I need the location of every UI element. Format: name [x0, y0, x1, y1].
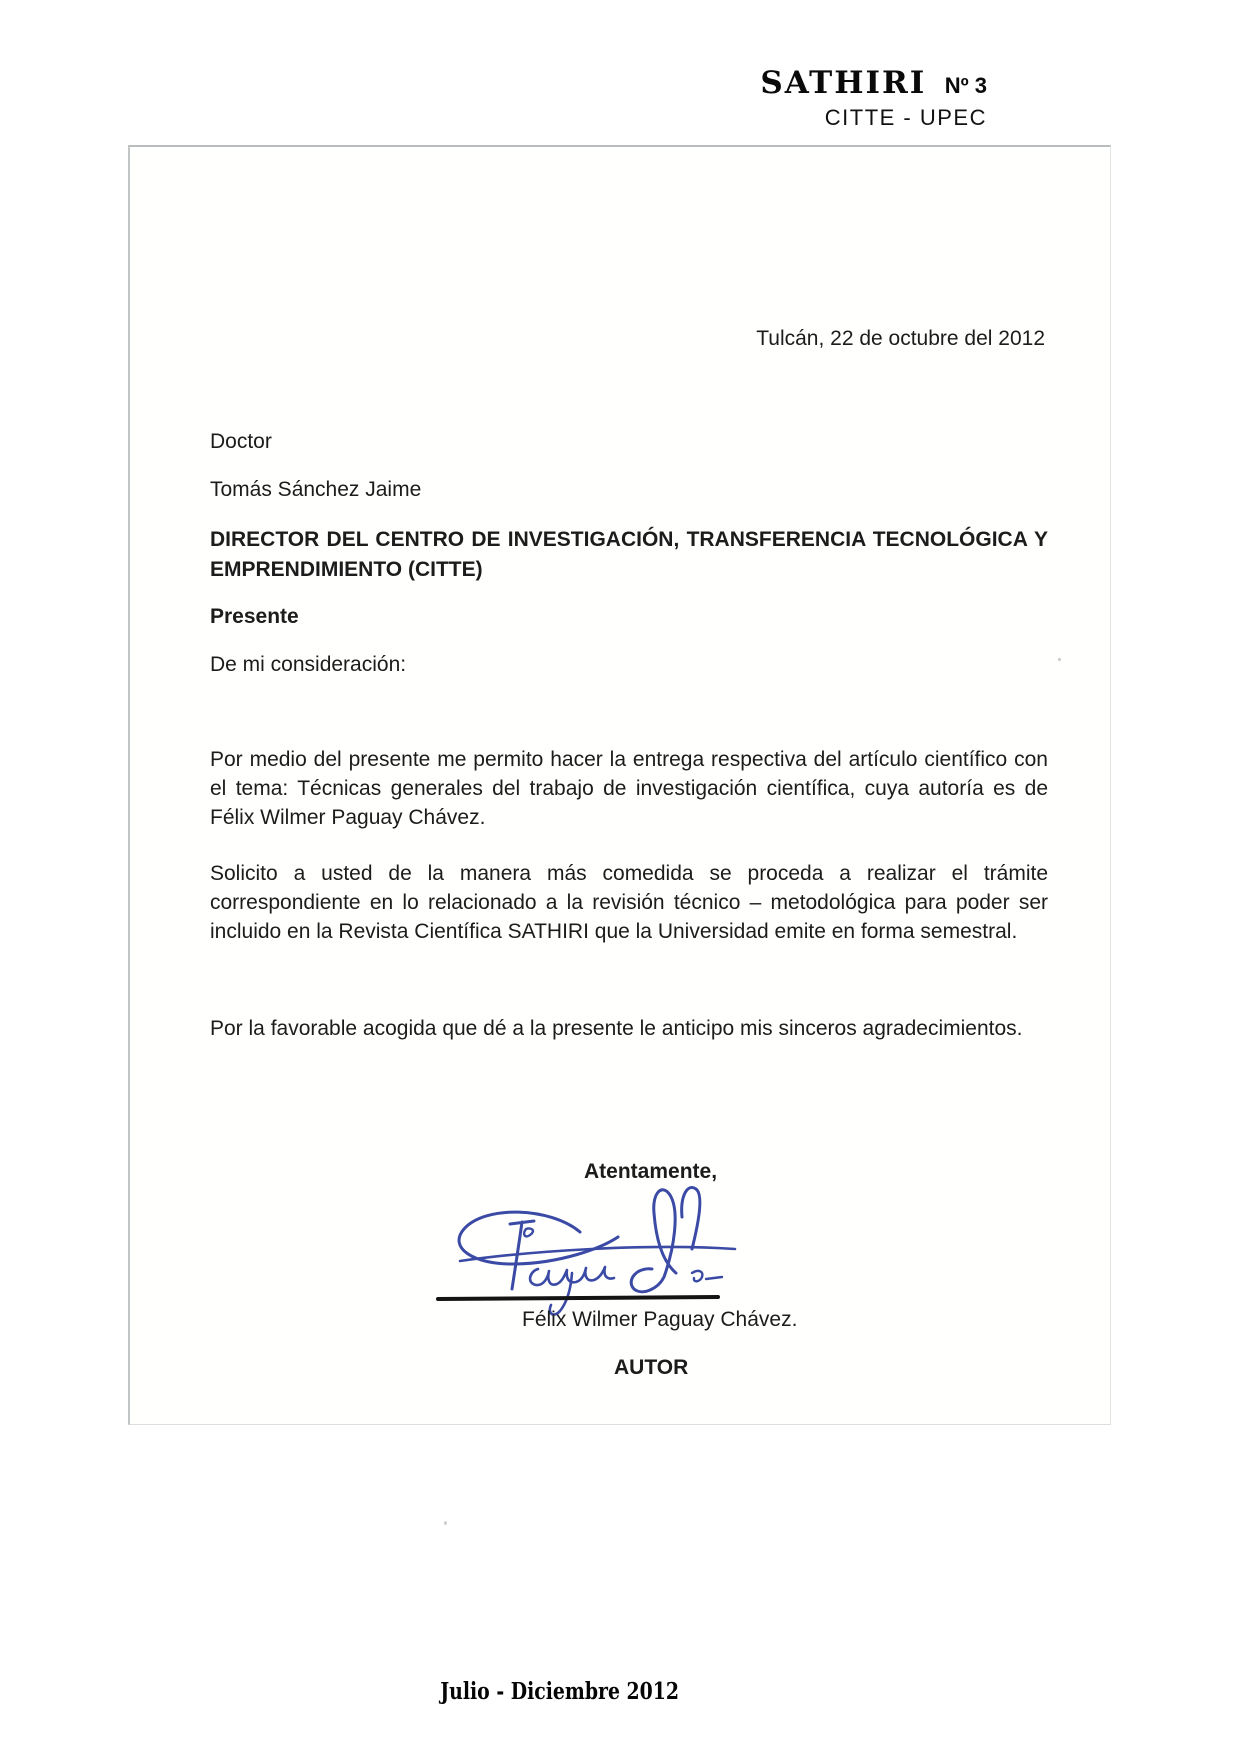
handwritten-signature: [430, 1177, 740, 1327]
scan-artifact-speck: [444, 1521, 447, 1525]
delivery-note: Presente: [210, 605, 299, 628]
letter-greeting: De mi consideración:: [210, 653, 407, 676]
recipient-title-line-1: DIRECTOR DEL CENTRO DE INVESTIGACIÓN, TRANSFERENCIA TECNOLÓGICA Y: [210, 528, 1048, 551]
journal-masthead: [760, 66, 987, 130]
recipient-name: Tomás Sánchez Jaime: [210, 478, 422, 501]
signatory-role: AUTOR: [614, 1356, 689, 1379]
journal-issue-number: Nº 3: [944, 73, 987, 98]
scan-artifact-speck: [1058, 658, 1061, 661]
body-paragraph: Solicito a usted de la manera más comedida se proceda a realizar el trámite correspondiente en lo relacionado a la revisión técnico – metodológica para poder ser incluido en la Revista Científica SATHIRI que la Universidad emite en forma semestral.: [210, 862, 1048, 943]
letter-closing: Atentamente,: [584, 1160, 718, 1183]
letter-scan-frame: [128, 145, 1111, 1425]
issue-period: Julio - Diciembre 2012: [440, 1678, 680, 1705]
signatory-name: Félix Wilmer Paguay Chávez.: [522, 1308, 798, 1331]
recipient-position-title: [210, 525, 1048, 585]
masthead-title-row: [760, 66, 987, 100]
letter-dateline: Tulcán, 22 de octubre del 2012: [756, 327, 1045, 350]
issue-footer: [0, 1678, 1240, 1705]
recipient-title-line-2: EMPRENDIMIENTO (CITTE): [210, 558, 483, 581]
body-paragraph: Por la favorable acogida que dé a la presente le anticipo mis sinceros agradecimientos.: [210, 1017, 1023, 1040]
journal-title: SATHIRI: [760, 65, 927, 101]
recipient-salutation-title: Doctor: [210, 430, 272, 453]
journal-organization: CITTE - UPEC: [824, 105, 987, 131]
body-paragraph: Por medio del presente me permito hacer la entrega respectiva del artículo científico con el tema: Técnicas generales del trabajo de investigación científica, cuya autoría es de Félix Wilmer Paguay Chávez.: [210, 748, 1048, 829]
signature-ink-strokes: [430, 1177, 740, 1327]
